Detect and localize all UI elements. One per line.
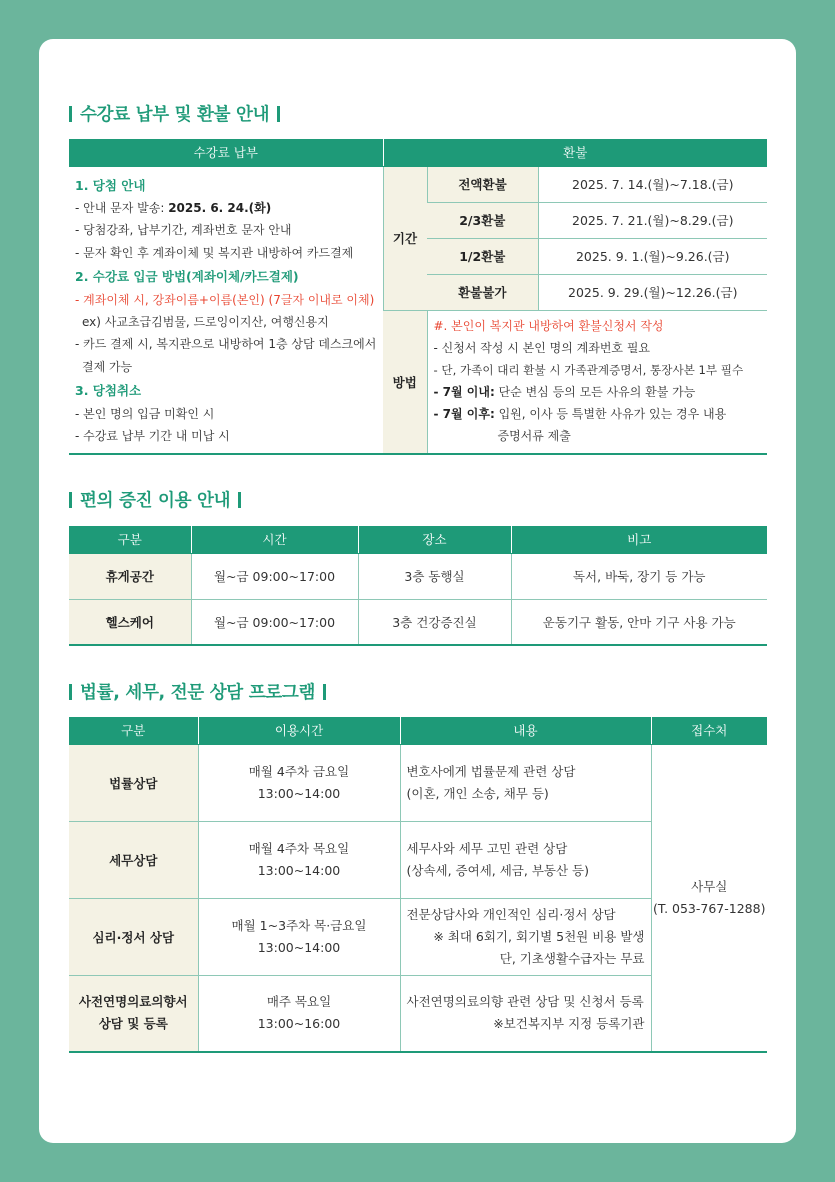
title-bar-right <box>323 684 326 700</box>
refund-date: 2025. 7. 14.(월)~7.18.(금) <box>538 166 767 202</box>
header-payment: 수강료 납부 <box>69 139 383 166</box>
table-row <box>69 599 767 645</box>
section-title-facilities <box>69 487 241 512</box>
header-note: 비고 <box>511 526 767 553</box>
tuition-refund-table <box>69 139 767 455</box>
method-line-highlight: #. 본인이 복지관 내방하여 환불신청서 작성 <box>433 318 664 333</box>
header-content: 내용 <box>400 717 651 744</box>
facility-location: 3층 동행실 <box>358 553 511 599</box>
refund-type: 전액환불 <box>427 166 538 202</box>
section-title-text: 수강료 납부 및 환불 안내 <box>80 105 270 125</box>
program-name: 심리·정서 상담 <box>69 898 198 975</box>
payment-line: - 당첨강좌, 납부기간, 계좌번호 문자 안내 <box>75 223 292 238</box>
payment-heading-3: 3. 당첨취소 <box>75 383 142 399</box>
payment-line: - 본인 명의 입금 미확인 시 <box>75 406 215 421</box>
payment-example: ex) 사교초급김범물, 드로잉이지산, 여행신용지 <box>82 314 329 329</box>
payment-line: - 수강료 납부 기간 내 미납 시 <box>75 428 230 443</box>
facility-name: 휴게공간 <box>69 553 191 599</box>
header-category: 구분 <box>69 526 191 553</box>
program-name: 사전연명의료의향서 상담 및 등록 <box>69 975 198 1052</box>
refund-type: 환불불가 <box>427 274 538 310</box>
table-row <box>69 744 767 821</box>
payment-line: 결제 가능 <box>82 359 133 374</box>
payment-line: - 안내 문자 발송: 2025. 6. 24.(화) <box>75 200 272 215</box>
payment-info-cell <box>69 166 383 454</box>
refund-type: 1/2환불 <box>427 238 538 274</box>
program-time: 매월 1~3주차 목·금요일 13:00~14:00 <box>198 898 400 975</box>
title-bar-left <box>69 492 72 508</box>
refund-date: 2025. 7. 21.(월)~8.29.(금) <box>538 202 767 238</box>
method-line: - 7월 이후: 입원, 이사 등 특별한 사유가 있는 경우 내용 <box>433 406 727 421</box>
method-line: - 단, 가족이 대리 환불 시 가족관계증명서, 통장사본 1부 필수 <box>433 362 744 377</box>
section-title-text: 편의 증진 이용 안내 <box>80 491 231 511</box>
payment-line-highlight: - 계좌이체 시, 강좌이름+이름(본인) (7글자 이내로 이체) <box>75 292 375 307</box>
header-office: 접수처 <box>651 717 767 744</box>
header-category: 구분 <box>69 717 198 744</box>
title-bar-left <box>69 684 72 700</box>
title-bar-right <box>277 106 280 122</box>
program-content: 변호사에게 법률문제 관련 상담 (이혼, 개인 소송, 채무 등) <box>400 744 651 821</box>
program-name: 법률상담 <box>69 744 198 821</box>
facility-note: 독서, 바둑, 장기 등 가능 <box>511 553 767 599</box>
payment-line: - 문자 확인 후 계좌이체 및 복지관 내방하여 카드결제 <box>75 245 354 260</box>
method-line: - 7월 이내: 단순 변심 등의 모든 사유의 환불 가능 <box>433 384 696 399</box>
method-label: 방법 <box>383 310 427 454</box>
facility-note: 운동기구 활동, 안마 기구 사용 가능 <box>511 599 767 645</box>
facility-time: 월~금 09:00~17:00 <box>191 599 358 645</box>
program-content: 세무사와 세무 고민 관련 상담 (상속세, 증여세, 세금, 부동산 등) <box>400 821 651 898</box>
section-title-consulting <box>69 679 326 704</box>
header-hours: 이용시간 <box>198 717 400 744</box>
program-time: 매월 4주차 목요일 13:00~14:00 <box>198 821 400 898</box>
consulting-table <box>69 717 767 1053</box>
method-line: - 신청서 작성 시 본인 명의 계좌번호 필요 <box>433 340 651 355</box>
refund-method-cell <box>427 310 767 454</box>
title-bar-left <box>69 106 72 122</box>
header-time: 시간 <box>191 526 358 553</box>
refund-type: 2/3환불 <box>427 202 538 238</box>
program-name: 세무상담 <box>69 821 198 898</box>
header-refund: 환불 <box>383 139 767 166</box>
title-bar-right <box>238 492 241 508</box>
facility-location: 3층 건강증진실 <box>358 599 511 645</box>
facilities-table <box>69 526 767 646</box>
program-time: 매주 목요일 13:00~16:00 <box>198 975 400 1052</box>
program-content: 사전연명의료의향 관련 상담 및 신청서 등록 ※보건복지부 지정 등록기관 <box>400 975 651 1052</box>
program-content: 전문상담사와 개인적인 심리·정서 상담 ※ 최대 6회기, 회기별 5천원 비용 발생 단, 기초생활수급자는 무료 <box>400 898 651 975</box>
period-label: 기간 <box>383 166 427 310</box>
refund-date: 2025. 9. 1.(월)~9.26.(금) <box>538 238 767 274</box>
section-title-text: 법률, 세무, 전문 상담 프로그램 <box>80 683 316 703</box>
program-time: 매월 4주차 금요일 13:00~14:00 <box>198 744 400 821</box>
facility-name: 헬스케어 <box>69 599 191 645</box>
method-line: 증명서류 제출 <box>497 428 571 443</box>
office-name: 사무실 <box>691 878 728 894</box>
office-phone: (T. 053-767-1288) <box>653 900 766 916</box>
office-contact <box>651 744 767 1052</box>
section-title-tuition <box>69 101 280 126</box>
refund-date: 2025. 9. 29.(월)~12.26.(금) <box>538 274 767 310</box>
payment-line: - 카드 결제 시, 복지관으로 내방하여 1층 상담 데스크에서 <box>75 337 377 352</box>
payment-heading-2: 2. 수강료 입금 방법(계좌이체/카드결제) <box>75 269 299 285</box>
header-location: 장소 <box>358 526 511 553</box>
payment-heading-1: 1. 당첨 안내 <box>75 177 146 193</box>
facility-time: 월~금 09:00~17:00 <box>191 553 358 599</box>
table-row <box>69 553 767 599</box>
